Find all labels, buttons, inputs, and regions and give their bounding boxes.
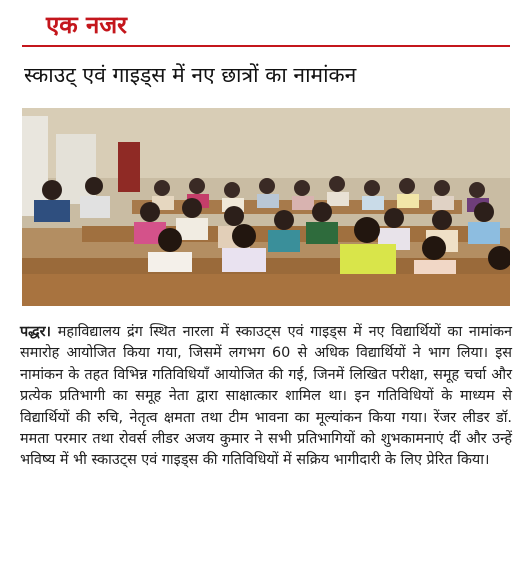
article-dateline: पद्धर। [20, 324, 52, 340]
section-title: एक नजर [46, 11, 128, 39]
article-headline: स्काउट् एवं गाइड्स में नए छात्रों का नामांकन [24, 63, 357, 87]
article-body-text: महाविद्यालय द्रंग स्थित नारला में स्काउट्स एवं गाइड्स में नए विद्यार्थियों का नामांकन समारोह आयोजित किया गया, जिसमें लगभग 60 से अधिक विद्यार्थियों ने भाग लिया। इस नामांकन के तहत विभिन्न गतिविधियाँ आयोजित की गई, जिनमें लिखित परीक्षा, समूह चर्चा और प्रत्येक प्रतिभागी का समूह नेता द्वारा साक्षात्कार शामिल था। इन गतिविधियों के माध्यम से विद्यार्थियों की रुचि, नेतृत्व क्षमता तथा टीम भावना का मूल्यांकन किया गया। रेंजर लीडर डॉ. ममता परमार तथा रोवर्स लीडर अजय कुमार ने सभी प्रतिभागियों को शुभकामनाएं दीं और उन्हें भविष्य में भी स्काउट्स एवं गाइड्स की गतिविधियों में सक्रिय भागीदारी के लिए प्रेरित किया। [20, 324, 512, 469]
article-body [20, 322, 512, 472]
section-divider [22, 45, 510, 47]
section-header [22, 8, 514, 44]
article-photo [22, 108, 510, 306]
